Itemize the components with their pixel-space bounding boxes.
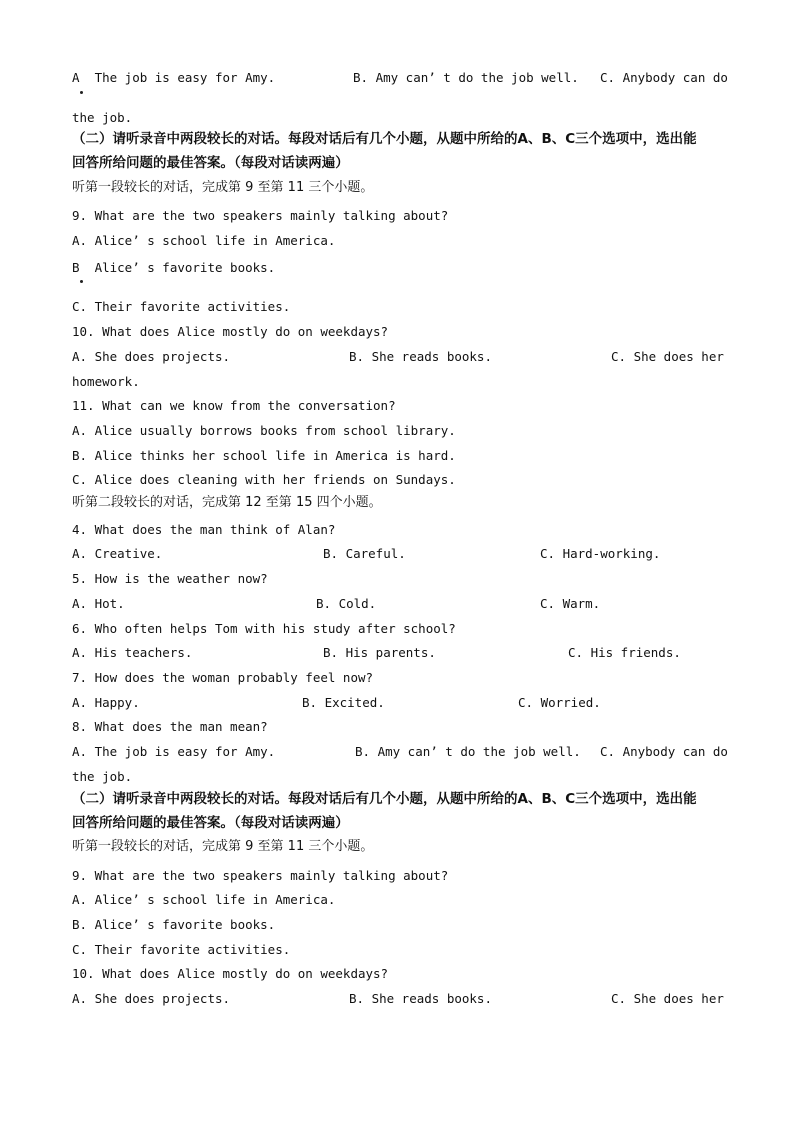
option-b: B. Amy can’ t do the job well. (353, 70, 579, 85)
option-c-continued: homework. (72, 374, 140, 389)
option-a: A. Alice’ s school life in America. (72, 233, 336, 248)
option-c: C. Hard-working. (540, 546, 661, 561)
option-c: C. Their favorite activities. (72, 299, 291, 314)
question: 11. What can we know from the conversation? (72, 398, 396, 413)
question: 5. How is the weather now? (72, 571, 268, 586)
option-c: C. She does her (611, 991, 724, 1006)
question: 9. What are the two speakers mainly talking about? (72, 868, 449, 883)
option-c-continued: the job. (72, 110, 133, 125)
option-b: B. Excited. (302, 695, 385, 710)
option-b: B. Cold. (316, 596, 377, 611)
option-c: C. Anybody can do (600, 70, 728, 85)
option-a: A. The job is easy for Amy. (72, 744, 276, 759)
option-c: C. Warm. (540, 596, 601, 611)
dialogue-instruction: 听第一段较长的对话，完成第 9 至第 11 三个小题。 (72, 180, 374, 195)
section-heading: （二）请听录音中两段较长的对话。每段对话后有几个小题，从题中所给的A、B、C三个选项中，选出能 (72, 791, 697, 807)
option-a: A. Hot. (72, 596, 125, 611)
option-b: B. She reads books. (349, 991, 492, 1006)
punctuation-dot (80, 91, 83, 94)
punctuation-dot (80, 280, 83, 283)
option-c: C. Alice does cleaning with her friends on Sundays. (72, 472, 456, 487)
option-b: B. Careful. (323, 546, 406, 561)
option-a: A. His teachers. (72, 645, 193, 660)
question: 9. What are the two speakers mainly talking about? (72, 208, 449, 223)
section-heading: （二）请听录音中两段较长的对话。每段对话后有几个小题，从题中所给的A、B、C三个选项中，选出能 (72, 131, 697, 147)
option-b: B Alice’ s favorite books. (72, 260, 276, 275)
dialogue-instruction: 听第二段较长的对话，完成第 12 至第 15 四个小题。 (72, 495, 382, 510)
option-c: C. His friends. (568, 645, 681, 660)
option-c-continued: the job. (72, 769, 133, 784)
option-c: C. Worried. (518, 695, 601, 710)
question: 6. Who often helps Tom with his study after school? (72, 621, 456, 636)
option-a: A. Alice usually borrows books from school library. (72, 423, 456, 438)
question: 8. What does the man mean? (72, 719, 268, 734)
option-b: B. His parents. (323, 645, 436, 660)
section-heading-continued: 回答所给问题的最佳答案。（每段对话读两遍） (72, 155, 349, 171)
option-a: A. She does projects. (72, 991, 231, 1006)
option-b: B. Alice’ s favorite books. (72, 917, 276, 932)
option-c: C. She does her (611, 349, 724, 364)
option-a: A The job is easy for Amy. (72, 70, 276, 85)
option-a: A. Creative. (72, 546, 163, 561)
section-heading-continued: 回答所给问题的最佳答案。（每段对话读两遍） (72, 815, 349, 831)
option-c: C. Anybody can do (600, 744, 728, 759)
option-c: C. Their favorite activities. (72, 942, 291, 957)
option-b: B. Alice thinks her school life in America is hard. (72, 448, 456, 463)
option-a: A. Happy. (72, 695, 140, 710)
option-a: A. Alice’ s school life in America. (72, 892, 336, 907)
question: 4. What does the man think of Alan? (72, 522, 336, 537)
option-a: A. She does projects. (72, 349, 231, 364)
question: 7. How does the woman probably feel now? (72, 670, 374, 685)
dialogue-instruction: 听第一段较长的对话，完成第 9 至第 11 三个小题。 (72, 839, 374, 854)
option-b: B. She reads books. (349, 349, 492, 364)
question: 10. What does Alice mostly do on weekdays? (72, 966, 389, 981)
option-b: B. Amy can’ t do the job well. (355, 744, 581, 759)
question: 10. What does Alice mostly do on weekdays? (72, 324, 389, 339)
